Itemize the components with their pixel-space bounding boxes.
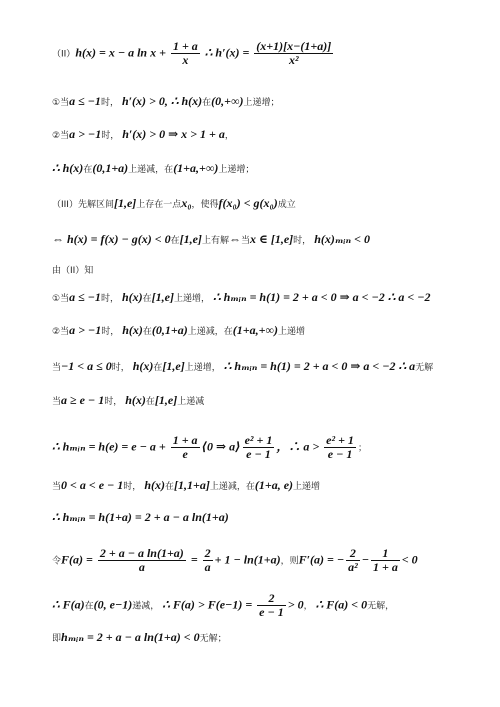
text-run: ①当 <box>52 98 70 108</box>
text-run: 时， <box>123 482 142 492</box>
math-expression: (1+a,+∞) <box>173 161 219 175</box>
math-expression: [1,e] <box>162 359 185 373</box>
fraction <box>98 547 186 574</box>
math-expression: a ≤ −1 <box>69 290 101 304</box>
text-run: 上有解 <box>201 236 229 246</box>
math-expression: [1,1+a] <box>174 478 210 492</box>
line-6 <box>52 232 370 248</box>
fraction-denominator: a <box>204 560 211 574</box>
math-expression: ∴ h(x) <box>52 161 84 175</box>
math-expression: ∴ F(a) > F(e−1) = <box>159 597 256 612</box>
fraction-numerator: 2 <box>346 547 360 561</box>
text-run: ， <box>224 131 234 141</box>
text-run: 当 <box>52 397 62 407</box>
fraction-numerator: (x+1)[x−(1+a)] <box>256 39 332 53</box>
math-expression: x ∈ [1,e] <box>249 232 294 246</box>
fraction-denominator: 1 + a <box>373 560 398 574</box>
text-run: （II） <box>52 49 76 60</box>
line-4 <box>52 161 254 177</box>
line-3 <box>52 127 234 143</box>
math-expression: (0,+∞) <box>211 94 244 108</box>
text-run: ②当 <box>52 327 70 337</box>
text-run: 即 <box>52 634 62 644</box>
text-run: 在 <box>153 363 163 373</box>
math-expression: −1 < a ≤ 0 <box>61 359 112 373</box>
fraction-denominator: e <box>182 447 188 461</box>
text-run: 上递增， <box>173 294 210 304</box>
math-expression: h(x) <box>118 290 143 304</box>
math-expression: h′(x) > 0, ∴ h(x) <box>118 94 203 108</box>
math-expression: [1,e] <box>151 290 174 304</box>
math-expression: < 0 <box>401 552 418 567</box>
math-expression: F′(a) = − <box>298 552 345 567</box>
math-expression: ∴ hₘᵢₙ = h(e) = e − a + <box>52 439 169 454</box>
math-expression: a > −1 <box>69 323 102 337</box>
text-run: 在 <box>142 294 152 304</box>
fraction-numerator: 2 + a − a ln(1+a) <box>99 546 184 560</box>
text-run: 上递增； <box>218 165 255 175</box>
math-expression: [1,e] <box>113 196 137 210</box>
fraction <box>254 40 333 67</box>
line-8 <box>52 290 431 306</box>
math-expression: h(x) <box>122 393 146 407</box>
math-expression: (0,1+a) <box>151 323 188 337</box>
line-1 <box>52 40 335 67</box>
text-run: 递减， <box>132 601 160 612</box>
fraction-numerator: 1 + a <box>172 39 198 53</box>
fraction-denominator: x² <box>288 53 299 67</box>
line-9 <box>52 323 305 339</box>
math-expression: a ≥ e − 1 <box>61 393 105 407</box>
text-run: 成立 <box>277 200 296 210</box>
fraction-numerator: 2 <box>257 592 286 606</box>
text-run: 上递减 <box>177 397 205 407</box>
text-run: 时， <box>100 98 119 108</box>
math-expression: h(x) <box>119 323 143 337</box>
math-expression: h(x)ₘᵢₙ < 0 <box>311 232 370 246</box>
text-run: 当 <box>52 482 62 492</box>
fraction <box>257 592 286 619</box>
fraction-denominator: e − 1 <box>246 447 271 461</box>
fraction-denominator: e − 1 <box>259 605 284 619</box>
math-expression: F(a) = <box>61 552 96 567</box>
line-5 <box>52 196 296 212</box>
fraction <box>171 40 200 67</box>
math-expression: (1+a,+∞) <box>232 323 278 337</box>
text-run: 时， <box>293 236 312 246</box>
fraction-numerator: 1 <box>371 547 400 561</box>
math-expression: = <box>187 552 201 567</box>
text-run: 在 <box>84 601 94 612</box>
text-run: 当 <box>52 363 62 373</box>
fraction-denominator: e − 1 <box>327 447 353 461</box>
text-run: 上递增， <box>184 363 221 373</box>
math-expression: a ≤ −1 <box>69 94 101 108</box>
text-run: 当 <box>240 236 250 246</box>
fraction <box>203 547 213 574</box>
text-run: 上递减，在 <box>187 327 233 337</box>
math-expression: + 1 − ln(1+a) <box>214 552 281 567</box>
line-13 <box>52 478 320 494</box>
math-expression: − <box>361 552 369 567</box>
text-run: ，使得 <box>191 200 219 210</box>
fraction <box>243 434 275 461</box>
text-run: 时， <box>101 131 120 141</box>
fraction-numerator: e² + 1 <box>326 433 354 447</box>
text-run: 上递减，在 <box>128 165 174 175</box>
line-14 <box>52 510 229 525</box>
math-expression: h(x) <box>129 359 154 373</box>
math-expression: ⇔ h(x) = f(x) − g(x) < 0 <box>52 232 171 246</box>
text-run: 无解， <box>367 601 395 612</box>
text-run: ； <box>357 443 367 454</box>
line-2 <box>52 94 280 110</box>
text-run: ②当 <box>52 131 70 141</box>
math-expression: ，∴ a > <box>276 439 323 454</box>
math-expression: (0,1+a) <box>92 161 129 175</box>
text-run: 由（II）知 <box>52 266 94 276</box>
line-15 <box>52 547 418 574</box>
fraction <box>346 547 360 574</box>
fraction-numerator: 1 + a <box>172 433 198 447</box>
text-run: 在 <box>170 236 180 246</box>
text-run: 无解； <box>199 634 227 644</box>
fraction <box>324 434 356 461</box>
fraction-denominator: a <box>138 560 145 574</box>
line-12 <box>52 434 367 461</box>
math-expression: x₀ <box>181 196 192 210</box>
text-run: 在 <box>83 165 93 175</box>
math-expression: a > −1 <box>69 127 102 141</box>
fraction <box>171 434 200 461</box>
math-expression: (1+a, e) <box>254 478 294 492</box>
text-run: ， <box>303 601 313 612</box>
text-run: ①当 <box>52 294 70 304</box>
math-expression: (0, e−1) <box>93 597 133 612</box>
text-run: 无解 <box>415 363 434 373</box>
math-expression: ⟨0 ⇒ a⟩ <box>201 439 241 454</box>
fraction-denominator: x <box>182 53 189 67</box>
text-run: 时， <box>101 327 120 337</box>
line-7 <box>52 263 93 278</box>
math-expression: ∴ hₘᵢₙ = h(1) = 2 + a < 0 ⇒ a < −2 ∴ a <box>220 359 416 373</box>
math-expression: [1,e] <box>154 393 178 407</box>
math-expression: ∴ F(a) < 0 <box>312 597 368 612</box>
text-run: 上递增 <box>277 327 305 337</box>
line-11 <box>52 393 204 409</box>
text-run: 令 <box>52 556 62 567</box>
text-run: 在 <box>142 327 152 337</box>
text-run: 上递增 <box>293 482 321 492</box>
text-run: 上存在一点 <box>136 200 182 210</box>
line-17 <box>52 630 227 646</box>
math-expression: ∴ F(a) <box>52 597 85 612</box>
line-10 <box>52 359 433 375</box>
text-run: （III）先解区间 <box>52 200 114 210</box>
math-expression: ∴ hₘᵢₙ = h(1) = 2 + a < 0 ⇒ a < −2 ∴ a < −2 <box>209 290 431 304</box>
text-run: 在 <box>164 482 174 492</box>
line-16 <box>52 592 394 619</box>
fraction-numerator: e² + 1 <box>244 433 273 447</box>
text-run: 时， <box>111 363 130 373</box>
text-run: 在 <box>202 98 212 108</box>
math-expression: f(x₀) < g(x₀) <box>218 196 278 210</box>
text-run: ，则 <box>280 556 299 567</box>
text-run: 上递增； <box>243 98 280 108</box>
text-run: 时， <box>100 294 119 304</box>
math-expression: hₘᵢₙ = 2 + a − a ln(1+a) < 0 <box>61 630 200 644</box>
math-expression: h(x) <box>141 478 165 492</box>
fraction <box>371 547 400 574</box>
text-run: 上递减，在 <box>209 482 255 492</box>
math-expression: > 0 <box>287 597 304 612</box>
math-expression: h(x) = x − a ln x + <box>75 45 169 60</box>
fraction-numerator: 2 <box>204 546 211 560</box>
math-expression: ⇔ <box>228 232 241 246</box>
math-expression: 0 < a < e − 1 <box>61 478 124 492</box>
math-expression: ∴ h′(x) = <box>201 45 253 60</box>
math-expression: ∴ hₘᵢₙ = h(1+a) = 2 + a − a ln(1+a) <box>52 510 229 524</box>
fraction-denominator: a² <box>348 560 358 574</box>
text-run: 在 <box>145 397 155 407</box>
math-expression: h′(x) > 0 ⇒ x > 1 + a <box>119 127 225 141</box>
text-run: 时， <box>104 397 123 407</box>
math-expression: [1,e] <box>179 232 202 246</box>
